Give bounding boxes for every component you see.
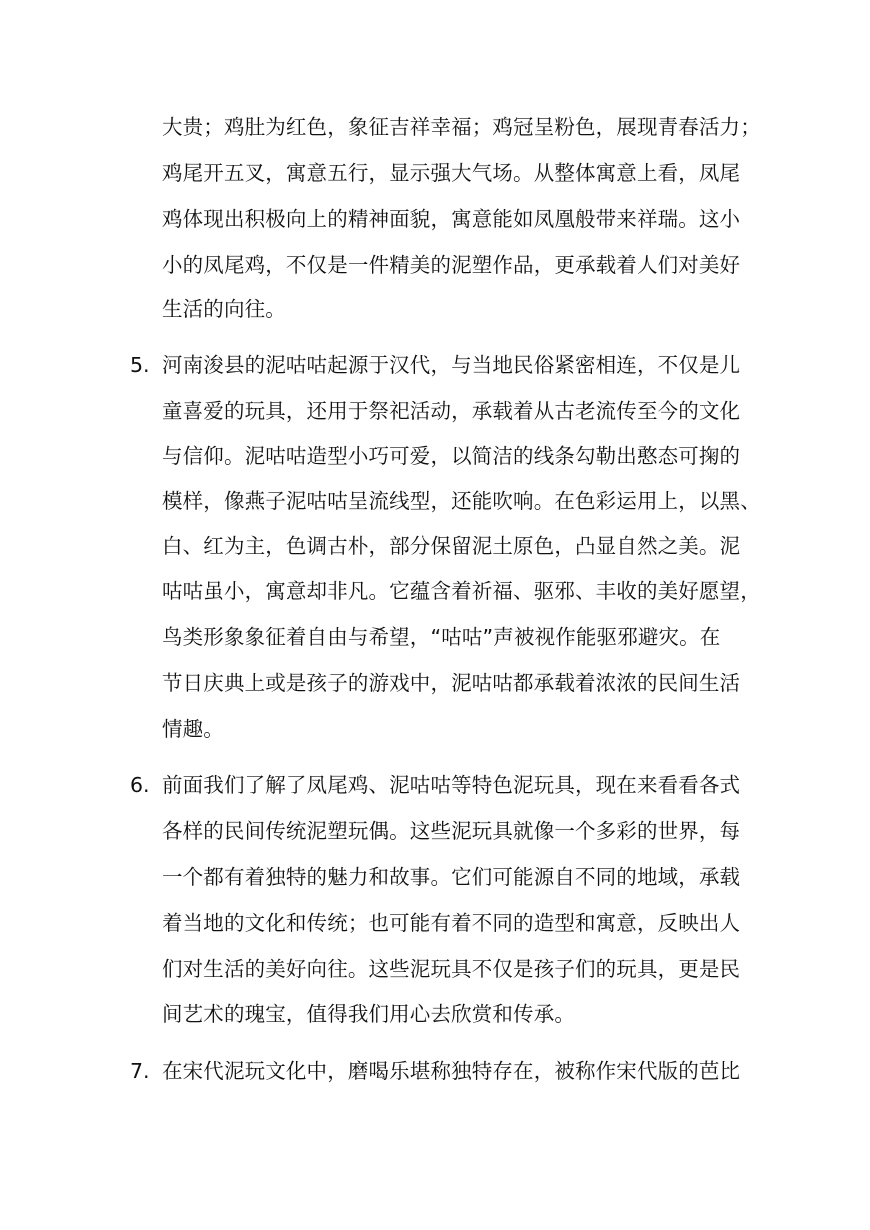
text-line: 节日庆典上或是孩子的游戏中，泥咕咕都承载着浓浓的民间生活	[162, 671, 741, 695]
text-line: 白、红为主，色调古朴，部分保留泥土原色，凸显自然之美。泥	[162, 534, 741, 558]
text-line: 一个都有着独特的魅力和故事。它们可能源自不同的地域，承载	[162, 865, 741, 889]
list-number: 6.	[130, 773, 150, 797]
text-line: 着当地的文化和传统；也可能有着不同的造型和寓意，反映出人	[162, 911, 741, 935]
text-line: 在宋代泥玩文化中，磨喝乐堪称独特存在，被称作宋代版的芭比	[162, 1059, 741, 1083]
text-line: 与信仰。泥咕咕造型小巧可爱，以简洁的线条勾勒出憨态可掬的	[162, 444, 741, 468]
text-line: 模样，像燕子泥咕咕呈流线型，还能吹响。在色彩运用上，以黑、	[162, 489, 761, 513]
text-line: 小的凤尾鸡，不仅是一件精美的泥塑作品，更承载着人们对美好	[162, 253, 741, 277]
text-line: 们对生活的美好向往。这些泥玩具不仅是孩子们的玩具，更是民	[162, 957, 741, 981]
text-line: 情趣。	[162, 717, 224, 741]
text-line: 各样的民间传统泥塑玩偶。这些泥玩具就像一个多彩的世界，每	[162, 819, 741, 843]
text-line: 咕咕虽小，寓意却非凡。它蕴含着祈福、驱邪、丰收的美好愿望，	[162, 579, 761, 603]
text-line: 鸡体现出积极向上的精神面貌，寓意能如凤凰般带来祥瑞。这小	[162, 207, 741, 231]
text-line: 前面我们了解了凤尾鸡、泥咕咕等特色泥玩具，现在来看看各式	[162, 773, 741, 797]
list-number: 7.	[130, 1059, 150, 1083]
text-line: 童喜爱的玩具，还用于祭祀活动，承载着从古老流传至今的文化	[162, 399, 741, 423]
list-number: 5.	[130, 353, 150, 377]
text-line: 河南浚县的泥咕咕起源于汉代，与当地民俗紧密相连，不仅是儿	[162, 353, 741, 377]
text-line: 间艺术的瑰宝，值得我们用心去欣赏和传承。	[162, 1002, 575, 1026]
text-line: 鸡尾开五叉，寓意五行，显示强大气场。从整体寓意上看，凤尾	[162, 161, 741, 185]
text-line: 生活的向往。	[162, 297, 286, 321]
text-line: 鸟类形象象征着自由与希望，“咕咕”声被视作能驱邪避灾。在	[162, 625, 721, 649]
text-line: 大贵；鸡肚为红色，象征吉祥幸福；鸡冠呈粉色，展现青春活力；	[162, 115, 761, 139]
